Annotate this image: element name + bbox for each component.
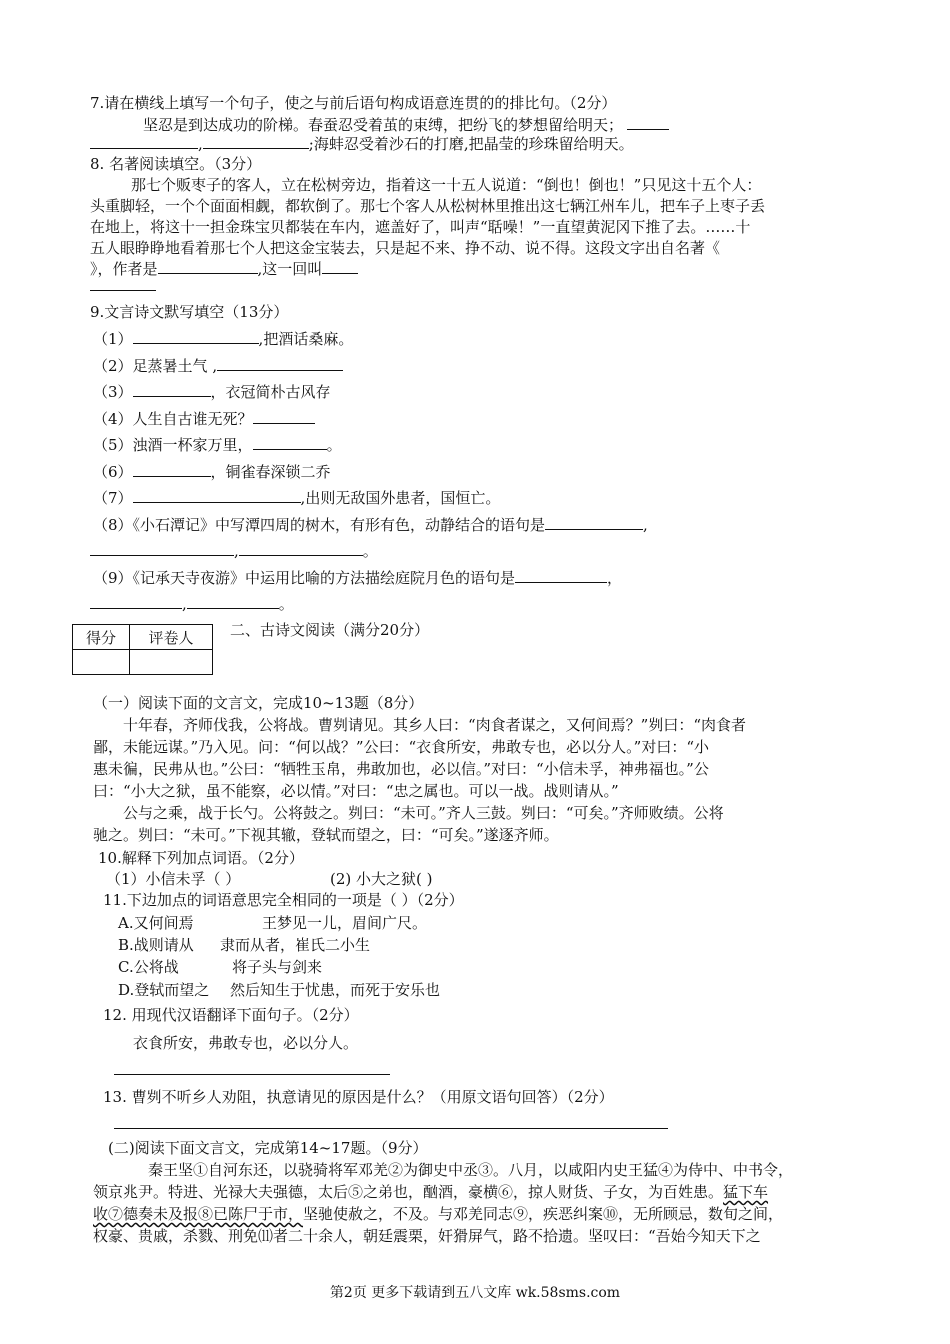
q7-blank-1[interactable] [627,115,669,130]
q7-blank-3[interactable] [203,134,309,149]
q11-option-a-pair: 王梦见一儿，眉间广尺。 [262,914,428,932]
passage2-line: 秦王坚①自河东还，以骁骑将军邓羌②为御史中丞③。八月，以咸阳内史王猛④为侍中、中书令， [148,1161,794,1179]
q13-answer-line[interactable] [114,1114,668,1134]
score-header: 得分 [73,625,130,650]
q7-line1-text: 坚忍是到达成功的阶梯。春蚕忍受着茧的束缚，把纷飞的梦想留给明天； [143,116,624,134]
q7-title: 7.请在横线上填写一个句子，使之与前后语句构成语意连贯的的排比句。（2分） [90,94,617,112]
passage-line: 曰：“小大之狱，虽不能察，必以情。”对曰：“忠之属也。可以一战。战则请从。” [93,782,619,800]
q9-item: （3） ，衣冠简朴古风存 [93,383,331,401]
q11-option-d-pair: 然后知生于忧患，而死于安乐也 [230,981,441,999]
q9-item-9-cont: , 。 [90,594,294,614]
q11-option-c: C.公将战 [118,958,179,976]
q7-line2: , ;海蚌忍受着沙石的打磨,把晶莹的珍珠留给明天。 [90,134,634,154]
q9-item: （6） ，铜雀春深锁二乔 [93,463,331,481]
q9-blank[interactable] [515,568,607,583]
q8-chapter-blank-2[interactable] [90,276,156,291]
passage-line: 惠未徧，民弗从也。”公曰：“牺牲玉帛，弗敢加也，必以信。”对曰：“小信未孚，神弗福也。”公 [93,760,709,778]
q9-blank[interactable] [187,594,279,609]
q8-para-line: 五人眼睁睁地看着那七个人把这金宝装去，只是起不来、挣不动、说不得。这段文字出自名著《 [90,239,721,257]
q13-title: 13. 曹刿不听乡人劝阻，执意请见的原因是什么？（用原文语句回答）（2分） [103,1088,614,1106]
q9-item: （2）足蒸暑土气 , [93,356,343,376]
q9-item: （1） ,把酒话桑麻。 [93,330,354,348]
q8-title: 8. 名著阅读填空。（3分） [90,155,262,173]
q9-item: （5）浊酒一杯家万里， 。 [93,436,342,454]
q9-blank[interactable] [239,541,363,556]
q8-chapter-label: ,这一回叫 [257,260,323,278]
passage2-line: 权豪、贵戚，杀戮、刑免⑾者二十余人，朝廷震栗，奸猾屏气，路不拾遗。坚叹曰：“吾始今知天下之 [93,1227,761,1245]
q8-author-blank[interactable] [158,259,258,274]
q9-blank[interactable] [217,356,343,371]
q11-option-c-pair: 将子头与剑来 [232,958,323,976]
q9-blank[interactable] [133,462,211,477]
part2-title: (二)阅读下面文言文，完成第14~17题。（9分） [108,1139,428,1157]
q11-title: 11.下边加点的词语意思完全相同的一项是（ ）（2分） [103,891,464,909]
page-footer: 第2页 更多下载请到五八文库 wk.58sms.com [329,1285,621,1301]
q10-a: （1）小信未孚（ ） [106,870,241,888]
q8-line6 [90,276,156,296]
q10-title: 10.解释下列加点词语。（2分） [98,849,304,867]
q9-item-9: （9）《记承天寺夜游》中运用比喻的方法描绘庭院月色的语句是 ， [93,569,623,587]
score-cell[interactable] [73,650,130,675]
passage-line: 十年春，齐师伐我，公将战。曹刿请见。其乡人曰：“肉食者谋之，又何间焉？”刿曰：“肉食者 [123,716,747,734]
q11-option-d: D.登轼而望之 [118,981,210,999]
passage-line: 公与之乘，战于长勺。公将鼓之。刿曰：“未可。”齐人三鼓。刿曰：“可矣。”齐师败绩。公将 [123,804,724,822]
q7-line1 [143,115,669,135]
q9-blank[interactable] [545,515,643,530]
passage2-line: 领京兆尹。特进、光禄大夫强德，太后⑤之弟也，酗酒，豪横⑥，掠人财货、子女，为百姓患。猛下车 [93,1183,769,1201]
translation-target: 猛下车 [723,1183,769,1201]
q11-option-b-pair: 隶而从者，崔氏二小生 [220,936,371,954]
q8-para-line: 在地上，将这十一担金珠宝贝都装在车内，遮盖好了，叫声“聒噪！”一直望黄泥冈下推了去。……十 [90,218,751,236]
q11-option-a: A.又何间焉 [118,914,194,932]
q9-item: （7） ,出则无敌国外患者，国恒亡。 [93,489,501,507]
q12-title: 12. 用现代汉语翻译下面句子。（2分） [103,1006,359,1024]
grader-header: 评卷人 [130,625,213,650]
q12-sentence: 衣食所安，弗敢专也，必以分人。 [133,1034,359,1052]
q8-book-close: 》，作者是 [90,260,158,278]
grader-cell[interactable] [130,650,213,675]
q8-para-line: 头重脚轻，一个个面面相觑，都软倒了。那七个客人从松树林里推出这七辆江州车儿，把车子上枣子丢 [90,197,766,215]
translation-target: 收⑦德奏未及报⑧已陈尸于市， [93,1205,304,1223]
q9-blank[interactable] [133,329,259,344]
q9-blank[interactable] [133,488,301,503]
q9-blank[interactable] [90,594,182,609]
q9-item: （4）人生自古谁无死？ [93,409,315,429]
passage2-line: 收⑦德奏未及报⑧已陈尸于市，坚驰使赦之，不及。与邓羌同志⑨，疾恶纠案⑩，无所顾忌，数旬之间， [93,1205,784,1223]
q9-blank[interactable] [253,409,315,424]
q10-b: (2) 小大之狱( ) [330,870,433,888]
q8-chapter-blank[interactable] [322,259,358,274]
q12-answer-line[interactable] [114,1060,390,1080]
q9-title: 9.文言诗文默写填空（13分） [90,303,289,321]
q9-blank[interactable] [90,541,234,556]
q9-blank[interactable] [133,382,211,397]
q7-line2-text: ;海蚌忍受着沙石的打磨,把晶莹的珍珠留给明天。 [308,135,634,153]
part1-title: （一）阅读下面的文言文，完成10~13题（8分） [93,694,424,712]
q11-option-b: B.战则请从 [118,936,194,954]
q8-para-line: 那七个贩枣子的客人，立在松树旁边，指着这一十五人说道：“倒也！倒也！”只见这十五个人： [131,176,762,194]
passage-line: 鄙，未能远谋。”乃入见。问：“何以战？”公曰：“衣食所安，弗敢专也，必以分人。”对曰：“小 [93,738,710,756]
score-table [72,624,213,675]
q7-blank-2[interactable] [90,134,198,149]
q9-blank[interactable] [253,435,327,450]
q9-item-8-cont: , 。 [90,541,378,561]
q9-item-8: （8）《小石潭记》中写潭四周的树木，有形有色，动静结合的语句是 , [93,516,648,534]
section-2-title: 二、古诗文阅读（满分20分） [230,621,430,639]
passage-line: 驰之。刿曰：“未可。”下视其辙，登轼而望之，曰：“可矣。”遂逐齐师。 [93,826,559,844]
